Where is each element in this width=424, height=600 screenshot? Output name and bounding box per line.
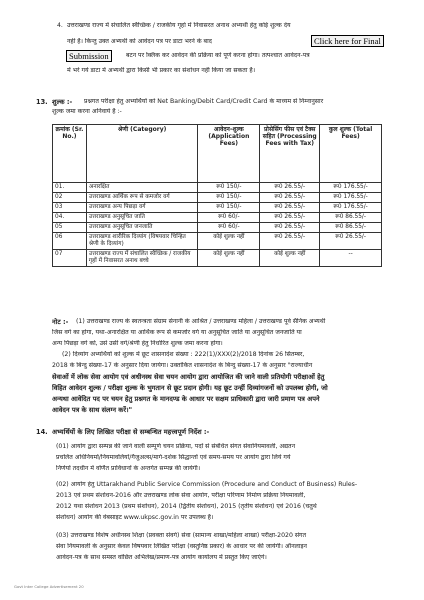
cell-total: -- xyxy=(320,250,382,267)
para4-line1: उत्तराखण्ड राज्य में संचालित स्वैच्छिक / राजकीय गृहो में निवासरत अनाथ अभ्यर्थी हेतु कोई शुल्क देय xyxy=(67,22,291,29)
cell-category: उत्तराखण्ड अनुसूचित जनजाति xyxy=(86,223,198,233)
note-line4: (2) दिव्यांग अभ्यर्थियों को शुल्क में छूट शासनादेश संख्या : 222(1)/XXX(2)/2018 दिनांक 26 सितम्बर, xyxy=(62,351,305,358)
para14-number: 14. xyxy=(36,428,48,436)
cell-total: रू0 176.55/- xyxy=(320,193,382,203)
table-row xyxy=(53,250,382,267)
note-line9: आवेदन पत्र के साथ संलग्न करें।" xyxy=(52,406,133,414)
cell-sr: 07 xyxy=(53,250,87,267)
note-line2: जिस वर्ग का होगा, यथा-अनारक्षित या आर्थिक रूप से कमजोर वर्ग या अनुसूचित जाति या अनुसूचित जनजाति या xyxy=(52,329,302,336)
cell-total: रू0 26.55/- xyxy=(320,233,382,250)
note-line8: अन्यथा आवेदित पद पर चयन हेतु प्रश्नगत के मानदण्ड के आधार पर सक्षम प्राधिकारी द्वारा जारी प्रमाण पत्र अपने xyxy=(52,395,320,403)
para4-line3: बटन पर क्लिक कर आवेदन की प्रक्रिया को पूर्ण करना होगा। तत्पश्चात आवेदन-पत्र xyxy=(126,52,310,59)
cell-category: उत्तराखण्ड अन्य पिछड़ा वर्ग xyxy=(86,203,198,213)
cell-category: उत्तराखण्ड अनुसूचित जाति xyxy=(86,213,198,223)
para13-heading: शुल्क :- xyxy=(52,98,73,106)
cell-fee: रू0 150/- xyxy=(198,193,260,203)
note-line3: अन्य पिछड़ा वर्ग को, उसे उसी वर्ग/श्रेणी हेतु निर्धारित शुल्क जमा करना होगा। xyxy=(52,340,223,347)
table-row xyxy=(53,233,382,250)
fee-table xyxy=(52,124,382,267)
cell-total: रू0 86.55/- xyxy=(320,223,382,233)
cell-processing: रू0 26.55/- xyxy=(260,183,320,193)
col-total-header: कुल शुल्क (Total Fees) xyxy=(320,125,382,183)
cell-sr: 06 xyxy=(53,233,87,250)
table-row xyxy=(53,193,382,203)
para14-item3-line2: सेवा नियमावली के अनुसार केवल विषयवार लिखित परीक्षा (वस्तुनिष्ठ प्रकार) के आधार पर की जायेगी। ऑनलाइन xyxy=(56,543,307,550)
cell-fee: कोई शुल्क नहीं xyxy=(198,233,260,250)
para14-item3-line1: (03) उत्तराखण्ड विशेष अधीनस्थ शिक्षा (प्रवक्ता संवर्ग) सेवा (सामान्य शाखा/महिला शाखा) परीक्षा-2020 संगत xyxy=(56,532,307,539)
final-submission-button-text-2[interactable]: Submission xyxy=(66,50,112,62)
table-row xyxy=(53,213,382,223)
para13-line1: प्रश्नगत परीक्षा हेतु अभ्यर्थियों को Net Banking/Debit Card/Credit Card के माध्यम से निम्नानुसार xyxy=(84,98,324,105)
cell-category: उत्तराखण्ड शारीरिक दिव्यांग (विषयवार चिन्हित श्रेणी के दिव्यांग) xyxy=(86,233,198,250)
cell-fee: रू0 150/- xyxy=(198,203,260,213)
table-row xyxy=(53,203,382,213)
final-submission-button-text[interactable]: Click here for Final xyxy=(311,35,384,47)
cell-processing: रू0 26.55/- xyxy=(260,223,320,233)
para4-line4: में भरे गये डाटा में अभ्यर्थी द्वारा किसी भी प्रकार का संशोधन नहीं किया जा सकता है। xyxy=(67,67,256,74)
para13-number: 13. xyxy=(36,98,48,106)
note-line6: सेवाओं में लोक सेवा आयोग एवं अधीनस्थ सेवा चयन आयोग द्वारा आयोजित की जाने वाली प्रतियोगी परीक्षाओं हेतु xyxy=(52,373,325,381)
para13-line2: शुल्क जमा करना अनिवार्य है :- xyxy=(52,108,122,115)
col-category-header: श्रेणी (Category) xyxy=(86,125,198,183)
note-line5: 2018 के बिन्दु संख्या-17 के अनुसार दिया जायेगा। उक्तांकित शासनादेश के बिन्दु संख्या-17 के अनुसार "राज्याधीन xyxy=(52,362,313,369)
para14-item3-line3: आवेदन-पत्र के साथ समस्त वांछित अभिलेख/प्रमाण-पत्र आयोग कार्यालय में प्रस्तुत किए जाएंगे। xyxy=(56,554,267,561)
cell-fee: कोई शुल्क नहीं xyxy=(198,250,260,267)
para14-item1-line1: (01) आयोग द्वारा सम्पन्न की जाने वाली सम्पूर्ण चयन प्रक्रिया, पदों से संबंधित संगत सेवानियमावली, अद्यतन xyxy=(56,443,296,450)
cell-processing: रू0 26.55/- xyxy=(260,213,320,223)
table-row xyxy=(53,223,382,233)
cell-category: उत्तराखण्ड आर्थिक रूप से कमजोर वर्ग xyxy=(86,193,198,203)
col-processing-header: प्रोसेसिंग फीस एवं टैक्स सहित (Processing Fees with Tax) xyxy=(260,125,320,183)
cell-total: रू0 176.55/- xyxy=(320,183,382,193)
cell-sr: 05 xyxy=(53,223,87,233)
cell-sr: 04. xyxy=(53,213,87,223)
para14-item2-line2: 2013 एवं प्रथम संशोधन-2016 और उत्तराखण्ड लोक सेवा आयोग, परीक्षा परिणाम निर्माण प्रक्रिया नियमावली, xyxy=(56,492,306,499)
cell-processing: रू0 26.55/- xyxy=(260,203,320,213)
cell-total: रू0 86.55/- xyxy=(320,213,382,223)
cell-processing: रू0 26.55/- xyxy=(260,233,320,250)
para14-item1-line2: प्रचलित अधिनियमों/नियमावलियों/गैजुअल्स/मार्ग-दर्शक सिद्धान्तों एवं समय-समय पर आयोग द्वारा लिये गये xyxy=(56,454,291,461)
para14-item2-line4: संशोधन) आयोग की वेबसाइट www.ukpsc.gov.in पर उपलब्ध है। xyxy=(56,514,214,521)
note-line1: (1) उत्तराखण्ड राज्य के स्वतन्त्रता संग्राम सेनानी के आश्रित / उत्तराखण्ड महिला / उत्तराखण्ड पूर्व सैनिक अभ्यर्थी xyxy=(76,318,326,325)
cell-fee: रू0 60/- xyxy=(198,223,260,233)
cell-fee: रू0 60/- xyxy=(198,213,260,223)
para14-heading: अभ्यर्थियों के लिए लिखित परीक्षा से सम्बन्धित महत्त्वपूर्ण निर्देश :- xyxy=(52,428,210,436)
cell-category: उत्तराखण्ड राज्य में संचालित स्वैच्छिक / राजकीय गृहों में निवासरत अनाथ बच्चे xyxy=(86,250,198,267)
para14-item1-line3: निर्णयों तदधीन में वर्णित प्राविधानों के अन्तर्गत सम्पन्न की जायेगी। xyxy=(56,465,201,472)
cell-sr: 03 xyxy=(53,203,87,213)
cell-sr: 01. xyxy=(53,183,87,193)
para4-number: 4. xyxy=(57,22,63,29)
page-footer: Govt Inter College Advertisement 20 xyxy=(14,584,84,589)
cell-total: रू0 176.55/- xyxy=(320,203,382,213)
para4-line2: नहीं है। किन्तु उक्त अभ्यर्थी को आवेदन पत्र पर डाटा भरने के बाद xyxy=(67,38,212,45)
col-fee-header: आवेदन-शुल्क (Application Fees) xyxy=(198,125,260,183)
para14-item2-line1: (02) आयोग हेतु Uttarakhand Public Service Commission (Procedure and Conduct of Business) Rules- xyxy=(56,481,358,488)
note-line7: विहित आवेदन शुल्क / परीक्षा शुल्क के भुगतान से छूट प्रदान होगी। यह छूट उन्हीं दिव्यांगजनों को उपलब्ध होगी, जो xyxy=(52,384,328,392)
cell-fee: रू0 150/- xyxy=(198,183,260,193)
note-label: नोट :- xyxy=(52,318,69,326)
col-sr-header: क्रमांक (Sr. No.) xyxy=(53,125,87,183)
table-row xyxy=(53,183,382,193)
cell-sr: 02 xyxy=(53,193,87,203)
para14-item2-line3: 2012 यथा संशोधन 2013 (प्रथम संशोधन), 2014 (द्वितीय संशोधन), 2015 (तृतीय संशोधन) एवं 2016 (चतुर्थ xyxy=(56,503,317,510)
cell-processing: रू0 26.55/- xyxy=(260,193,320,203)
cell-category: अनारक्षित xyxy=(86,183,198,193)
cell-processing: कोई शुल्क नहीं xyxy=(260,250,320,267)
